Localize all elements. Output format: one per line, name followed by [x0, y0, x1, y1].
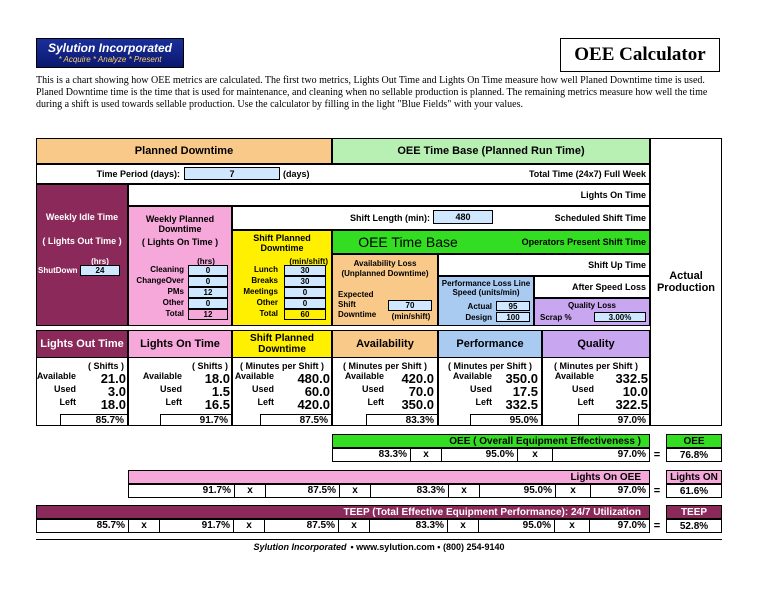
teep-v5: 97.0%: [617, 520, 646, 531]
expected-shift-unit: (min/shift): [391, 311, 431, 321]
lon-used-label: Used: [159, 384, 182, 394]
lo-left-label: Left: [59, 397, 76, 407]
lights-on-bar: Lights On OEE: [128, 470, 650, 484]
weekly-planned-rows: [130, 265, 230, 321]
oee-v1: 83.3%: [333, 449, 411, 461]
shift-up-time-label: Shift Up Time: [588, 260, 646, 270]
pf-left-value: 332.5: [505, 397, 538, 412]
shift-total-value: 60: [284, 309, 326, 320]
weekly-planned-sub: ( Lights On Time ): [141, 237, 219, 247]
lo-left-value: 18.0: [100, 397, 126, 412]
metric-lights-out-title: Lights Out Time: [36, 330, 128, 358]
metric-performance-title: Performance: [438, 330, 542, 358]
sp-available-value: 480.0: [297, 371, 330, 386]
actual-label: Actual: [467, 301, 492, 311]
teep-v4: 95.0%: [479, 520, 555, 532]
weekly-total-label: Total: [165, 309, 184, 318]
shift-length-input[interactable]: 480: [433, 210, 493, 224]
intro-text: This is a chart showing how OEE metrics are calculated. The first two metrics, Lights Out Time and Lights On Time measure how well Planed Downtime time is used. Planed Downtime time is the time that is used for maintenance, and cleaning when no sellable production is planned. The remaining metrics measure how well the time during a shift is used towards sellable production. Use the calculator by filling in the light "Blue Fields" with your values.: [36, 75, 708, 111]
oee-v3: 97.0%: [617, 449, 646, 460]
oee-v2: 95.0%: [442, 449, 518, 461]
footer: [36, 541, 722, 553]
lo-available-value: 21.0: [100, 371, 126, 386]
shutdown-label: ShutDown: [38, 266, 78, 275]
pf-available-value: 350.0: [505, 371, 538, 386]
av-available-value: 420.0: [401, 371, 434, 386]
weekly-idle-sub: ( Lights Out Time ): [42, 236, 122, 246]
oee-result: 76.8%: [666, 448, 722, 462]
weekly-idle-unit: (hrs): [91, 256, 109, 266]
lon-used-value: 1.5: [211, 384, 230, 399]
logo-tagline: * Acquire * Analyze * Present: [58, 55, 162, 64]
lights-on-equals: =: [653, 485, 661, 497]
ql-used-label: Used: [571, 384, 594, 394]
pf-used-value: 17.5: [512, 384, 538, 399]
meetings-input[interactable]: 0: [284, 287, 326, 298]
av-available-label: Available: [344, 371, 384, 381]
teep-x0: x: [129, 520, 160, 532]
metric-availability-pct: 83.3%: [366, 414, 438, 426]
teep-v2: 87.5%: [265, 520, 339, 532]
av-used-value: 70.0: [408, 384, 434, 399]
shutdown-input[interactable]: 24: [80, 265, 120, 276]
teep-result: 52.8%: [666, 519, 722, 533]
footer-company: Sylution Incorporated: [253, 542, 347, 552]
oee-equals: =: [653, 449, 661, 461]
cleaning-label: Cleaning: [150, 265, 184, 274]
lon-row-x3: x: [449, 485, 480, 497]
sp-used-label: Used: [251, 384, 274, 394]
time-period-label: Time Period (days):: [96, 169, 180, 179]
scheduled-shift-time: Scheduled Shift Time: [554, 213, 646, 223]
weekly-idle-title: Weekly Idle Time: [45, 212, 119, 222]
teep-x1: x: [234, 520, 265, 532]
metric-availability-title: Availability: [332, 330, 438, 358]
design-label: Design: [465, 312, 492, 322]
footer-rule: [36, 539, 722, 540]
other-input[interactable]: 0: [188, 298, 228, 309]
lunch-label: Lunch: [254, 265, 278, 274]
teep-x2: x: [339, 520, 370, 532]
oee-bar: OEE ( Overall Equipment Effectiveness ): [332, 434, 650, 448]
sp-used-value: 60.0: [304, 384, 330, 399]
lon-row-x2: x: [340, 485, 371, 497]
metric-quality-title: Quality: [542, 330, 650, 358]
metric-shift-planned-rows: [232, 371, 332, 411]
lon-available-label: Available: [142, 371, 182, 381]
availability-loss-title: Availability Loss (Unplanned Downtime): [341, 259, 429, 278]
av-left-value: 350.0: [401, 397, 434, 412]
footer-contact: • www.sylution.com • (800) 254-9140: [350, 542, 505, 552]
actual-production: Actual Production: [650, 138, 722, 426]
metric-shift-planned-pct: 87.5%: [260, 414, 332, 426]
lon-row-v0: 91.7%: [129, 485, 235, 497]
lights-on-values-row: [128, 484, 650, 498]
shift-planned-rows: [234, 265, 330, 321]
oee-time-base-header: OEE Time Base (Planned Run Time): [332, 138, 650, 164]
lunch-input[interactable]: 30: [284, 265, 326, 276]
performance-loss-title: Performance Loss Line Speed (units/min): [441, 279, 531, 297]
teep-label: TEEP: [666, 505, 722, 519]
metric-availability-rows: [332, 371, 438, 411]
metric-performance-pct: 95.0%: [470, 414, 542, 426]
total-time-label: Total Time (24x7) Full Week: [528, 169, 646, 179]
pf-used-label: Used: [469, 384, 492, 394]
scrap-input[interactable]: 3.00%: [594, 312, 646, 322]
actual-input[interactable]: 95: [496, 301, 530, 311]
shift-planned-unit: (min/shift): [289, 256, 328, 266]
page-title: OEE Calculator: [560, 38, 720, 72]
breaks-input[interactable]: 30: [284, 276, 326, 287]
changeover-label: ChangeOver: [136, 276, 184, 285]
metric-performance-rows: [438, 371, 542, 411]
metric-lights-on-rows: [128, 371, 232, 411]
weekly-total-value: 12: [188, 309, 228, 320]
lights-on-label: Lights ON: [666, 470, 722, 484]
metric-shift-planned-unit: ( Minutes per Shift ): [240, 360, 324, 371]
metric-shift-planned-title: Shift Planned Downtime: [232, 330, 332, 358]
oee-label: OEE: [666, 434, 722, 448]
lon-available-value: 18.0: [204, 371, 230, 386]
expected-shift-label: Expected Shift Downtime: [338, 290, 377, 319]
ql-used-value: 10.0: [622, 384, 648, 399]
weekly-planned-title: Weekly Planned Downtime: [145, 214, 215, 234]
metric-availability-unit: ( Minutes per Shift ): [343, 360, 427, 371]
metric-quality-rows: [542, 371, 650, 411]
lights-on-result: 61.6%: [666, 484, 722, 498]
teep-v0: 85.7%: [37, 520, 129, 532]
ql-left-value: 322.5: [615, 397, 648, 412]
operators-present-label: Operators Present Shift Time: [521, 237, 646, 247]
planned-downtime-header: Planned Downtime: [36, 138, 332, 164]
teep-values-row: [36, 519, 650, 533]
ql-available-value: 332.5: [615, 371, 648, 386]
lon-row-v1: 87.5%: [266, 485, 340, 497]
teep-x3: x: [448, 520, 479, 532]
breaks-label: Breaks: [251, 276, 278, 285]
oee-time-base-big: OEE Time Base: [358, 234, 458, 250]
ql-left-label: Left: [577, 397, 594, 407]
teep-equals: =: [653, 520, 661, 532]
logo-name: Sylution Incorporated: [47, 41, 172, 55]
lon-row-v2: 83.3%: [371, 485, 449, 497]
oee-values-row: [332, 448, 650, 462]
teep-v1: 91.7%: [160, 520, 234, 532]
metric-lights-out-rows: [36, 371, 128, 411]
cleaning-input[interactable]: 0: [188, 265, 228, 276]
lon-left-value: 16.5: [204, 397, 230, 412]
shift-total-label: Total: [259, 309, 278, 318]
scrap-label: Scrap %: [540, 312, 572, 322]
pf-left-label: Left: [475, 397, 492, 407]
lon-left-label: Left: [165, 397, 182, 407]
expected-shift-input[interactable]: 70: [388, 300, 432, 311]
metric-lights-out-unit: ( Shifts ): [88, 360, 124, 371]
sp-left-label: Left: [257, 397, 274, 407]
shift-other-label: Other: [256, 298, 278, 307]
metric-quality-unit: ( Minutes per Shift ): [554, 360, 638, 371]
meetings-label: Meetings: [243, 287, 278, 296]
shift-length-label: Shift Length (min):: [350, 213, 430, 223]
lo-used-value: 3.0: [107, 384, 126, 399]
design-input[interactable]: 100: [496, 312, 530, 322]
pms-label: PMs: [167, 287, 184, 296]
time-period-input[interactable]: 7: [184, 167, 280, 180]
metric-performance-unit: ( Minutes per Shift ): [448, 360, 532, 371]
sp-available-label: Available: [234, 371, 274, 381]
shift-other-input[interactable]: 0: [284, 298, 326, 309]
lon-row-v3: 95.0%: [480, 485, 556, 497]
lon-row-x1: x: [235, 485, 266, 497]
lights-on-time-label: Lights On Time: [580, 190, 646, 200]
lo-used-label: Used: [53, 384, 76, 394]
oee-x2: x: [518, 449, 553, 461]
av-used-label: Used: [361, 384, 384, 394]
metric-quality-pct: 97.0%: [578, 414, 650, 426]
after-speed-loss-label: After Speed Loss: [571, 282, 646, 292]
pms-input[interactable]: 12: [188, 287, 228, 298]
oee-x1: x: [411, 449, 442, 461]
teep-v3: 83.3%: [370, 520, 448, 532]
company-logo: [36, 38, 184, 68]
sp-left-value: 420.0: [297, 397, 330, 412]
metric-lights-on-unit: ( Shifts ): [192, 360, 228, 371]
weekly-planned-unit: (hrs): [197, 256, 215, 266]
days-unit: (days): [283, 169, 310, 179]
metric-lights-on-title: Lights On Time: [128, 330, 232, 358]
teep-x4: x: [555, 520, 590, 532]
other-label: Other: [162, 298, 184, 307]
lon-row-v4: 97.0%: [617, 485, 646, 496]
shift-planned-title: Shift Planned Downtime: [253, 233, 311, 253]
teep-bar: TEEP (Total Effective Equipment Performance): 24/7 Utilization: [36, 505, 650, 519]
changeover-input[interactable]: 0: [188, 276, 228, 287]
quality-loss-title: Quality Loss: [567, 300, 616, 310]
lon-row-x4: x: [556, 485, 591, 497]
av-left-label: Left: [367, 397, 384, 407]
metric-lights-on-pct: 91.7%: [160, 414, 232, 426]
pf-available-label: Available: [452, 371, 492, 381]
ql-available-label: Available: [554, 371, 594, 381]
lo-available-label: Available: [36, 371, 76, 381]
metric-lights-out-pct: 85.7%: [60, 414, 128, 426]
